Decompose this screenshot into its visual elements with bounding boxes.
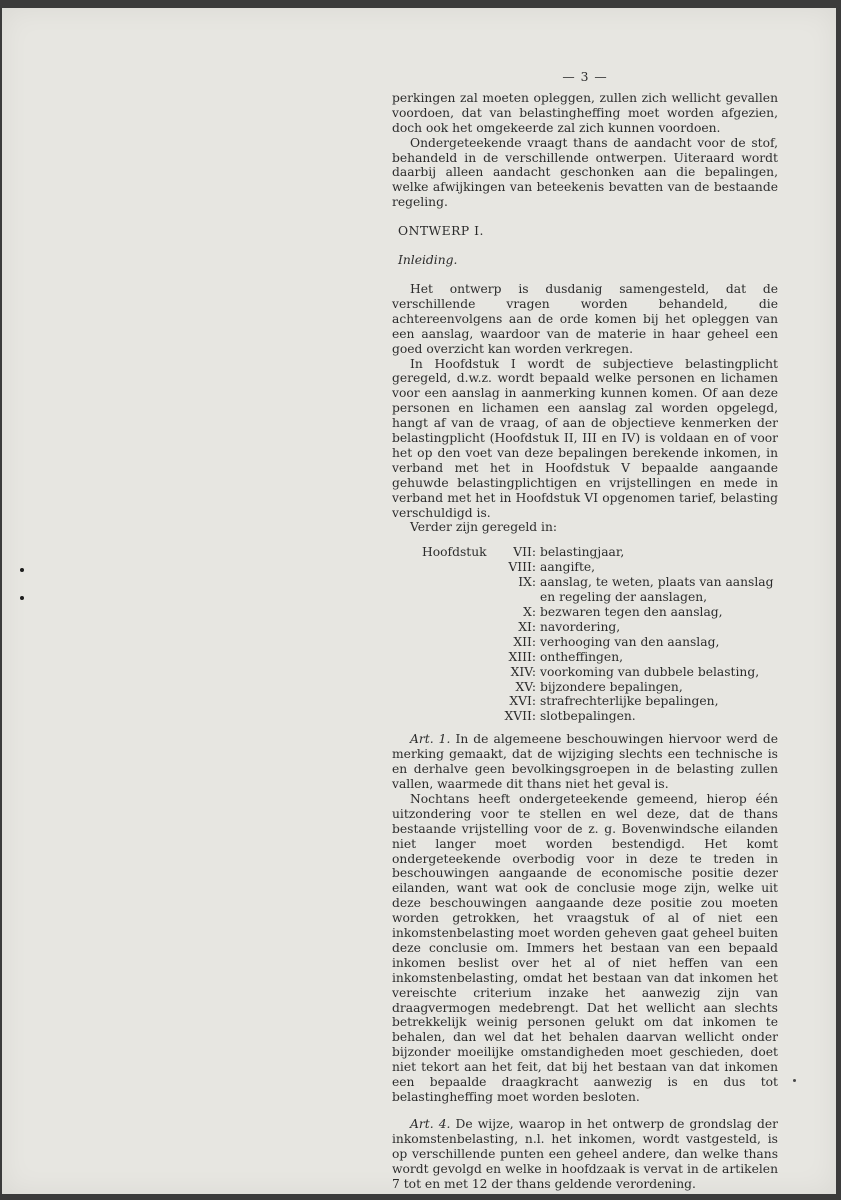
chapter-row — [392, 665, 778, 680]
chapter-title: voorkoming van dubbele belasting, — [540, 664, 760, 679]
chapter-number: IX: — [518, 575, 536, 590]
chapter-number: XV: — [515, 679, 536, 694]
article-1-text: In de algemeene beschouwingen hiervoor werd de merking gemaakt, dat de wijziging slechts een technische is en derhalve geen bevolkingsgroepen in de belasting zullen vallen, waarmede dit thans niet het geval is. — [392, 732, 778, 791]
chapter-row — [392, 709, 778, 724]
chapter-title: verhooging van den aanslag, — [540, 634, 720, 649]
page-number: — 3 — — [562, 70, 608, 84]
chapter-number: XVII: — [504, 709, 536, 724]
chapter-title: slotbepalingen. — [540, 709, 636, 724]
chapter-title: bezwaren tegen den aanslag, — [540, 605, 723, 619]
chapter-number: XIII: — [508, 649, 536, 664]
inleiding-paragraph-1: Het ontwerp is dusdanig samengesteld, dat de verschillende vragen worden behandeld, die achtereenvolgens aan de orde komen bij het opleggen van een aanslag, waardoor van de materie in haar geheel een goed overzicht kan worden verkregen. — [392, 281, 778, 356]
chapter-title: ontheffingen, — [540, 649, 624, 664]
chapter-number: XVI: — [509, 694, 536, 709]
chapter-title: navordering, — [540, 619, 621, 634]
chapter-number: VIII: — [508, 560, 536, 575]
chapter-row — [392, 620, 778, 635]
paper-speck — [793, 1079, 796, 1082]
chapter-title: belastingjaar, — [540, 545, 625, 560]
intro-paragraph-1: perkingen zal moeten opleggen, zullen zich wellicht gevallen voordoen, dat van belastingheffing moet worden afgezien, doch ook het omgekeerde zal zich kunnen voordoen. — [392, 90, 778, 135]
inleiding-paragraph-3: Verder zijn geregeld in: — [410, 520, 558, 535]
chapter-title: bijzondere bepalingen, — [540, 679, 683, 694]
chapter-row — [392, 545, 778, 560]
chapter-row — [392, 605, 778, 620]
section-subheading: Inleiding. — [398, 253, 458, 268]
chapter-number: VII: — [513, 545, 536, 560]
chapter-number: XIV: — [510, 664, 536, 679]
chapter-row — [392, 650, 778, 665]
article-1-paragraph-2: Nochtans heeft ondergeteekende gemeend, hierop één uitzondering voor te stellen en wel deze, dat de thans bestaande vrijstelling voor de z. g. Bovenwindsche eilanden niet langer moet worden bestendigd. Het komt ondergeteekende overbodig voor in deze te treden in beschouwingen aangaande de economische positie dezer eilanden, want wat ook de conclusie moge zijn, welke uit deze beschouwingen aangaande deze positie zou moeten worden getrokken, het vraagstuk of al of niet een inkomstenbelasting moet worden geheven gaat geheel buiten deze conclusie om. Immers het bestaan van een bepaald inkomen beslist over het al of niet heffen van een inkomstenbelasting, omdat het bestaan van dat inkomen het vereischte criterium inzake het aanwezig zijn van draagvermogen medebrengt. Dat het wellicht aan slechts betrekkelijk weinig personen gelukt om dat inkomen te behalen, dan wel dat het behalen daarvan wellicht onder bijzonder moeilijke omstandigheden moet geschieden, doet niet tekort aan het feit, dat bij het bestaan van dat inkomen een bepaalde draagkracht aanwezig is en dus tot belastingheffing moet worden besloten. — [392, 791, 778, 1104]
chapter-row — [392, 635, 778, 650]
article-1-label: Art. 1. — [410, 732, 451, 747]
chapter-number: XI: — [518, 619, 536, 634]
page-content — [392, 70, 778, 1191]
chapter-row — [392, 694, 778, 709]
chapter-row — [392, 680, 778, 695]
article-4-text: De wijze, waarop in het ontwerp de grondslag der inkomstenbelasting, n.l. het inkomen, wordt vastgesteld, is op verschillende punten een geheel andere, dan welke thans wordt gevolgd en welke in hoofdzaak is vervat in de artikelen 7 tot en met 12 der thans geldende verordening. — [392, 1116, 778, 1191]
article-4-paragraph — [392, 1117, 778, 1192]
chapter-title: aanslag, te weten, plaats van aanslag en regeling der aanslagen, — [540, 575, 774, 605]
chapter-number: X: — [523, 605, 536, 619]
section-heading: ONTWERP I. — [398, 224, 484, 239]
margin-dot — [20, 596, 24, 600]
article-4-label: Art. 4. — [410, 1116, 451, 1131]
article-1-paragraph — [392, 732, 778, 792]
chapter-title: aangifte, — [540, 560, 596, 575]
chapter-row — [392, 560, 778, 575]
chapter-list — [392, 545, 778, 724]
intro-paragraph-2: Ondergeteekende vraagt thans de aandacht voor de stof, behandeld in de verschillende ontwerpen. Uiteraard wordt daarbij alleen aandacht geschonken aan die bepalingen, welke afwijkingen van beteekenis bevatten van de bestaande regeling. — [392, 135, 778, 210]
chapter-row — [392, 575, 778, 605]
margin-dot — [20, 568, 24, 572]
chapter-title: strafrechterlijke bepalingen, — [540, 694, 719, 709]
chapter-number: XII: — [513, 634, 536, 649]
chapter-word: Hoofdstuk — [422, 545, 487, 560]
inleiding-paragraph-2: In Hoofdstuk I wordt de subjectieve belastingplicht geregeld, d.w.z. wordt bepaald welke personen en lichamen voor een aanslag in aanmerking kunnen komen. Of aan deze personen en lichamen een aanslag zal worden opgelegd, hangt af van de vraag, of aan de objectieve kenmerken der belastingplicht (Hoofdstuk II, III en IV) is voldaan en of voor het op den voet van deze bepalingen berekende inkomen, in verband met het in Hoofdstuk V bepaalde aangaande gehuwde belastingplichtigen en vrijstellingen en mede in verband met het in Hoofdstuk VI opgenomen tarief, belasting verschuldigd is. — [392, 356, 778, 520]
